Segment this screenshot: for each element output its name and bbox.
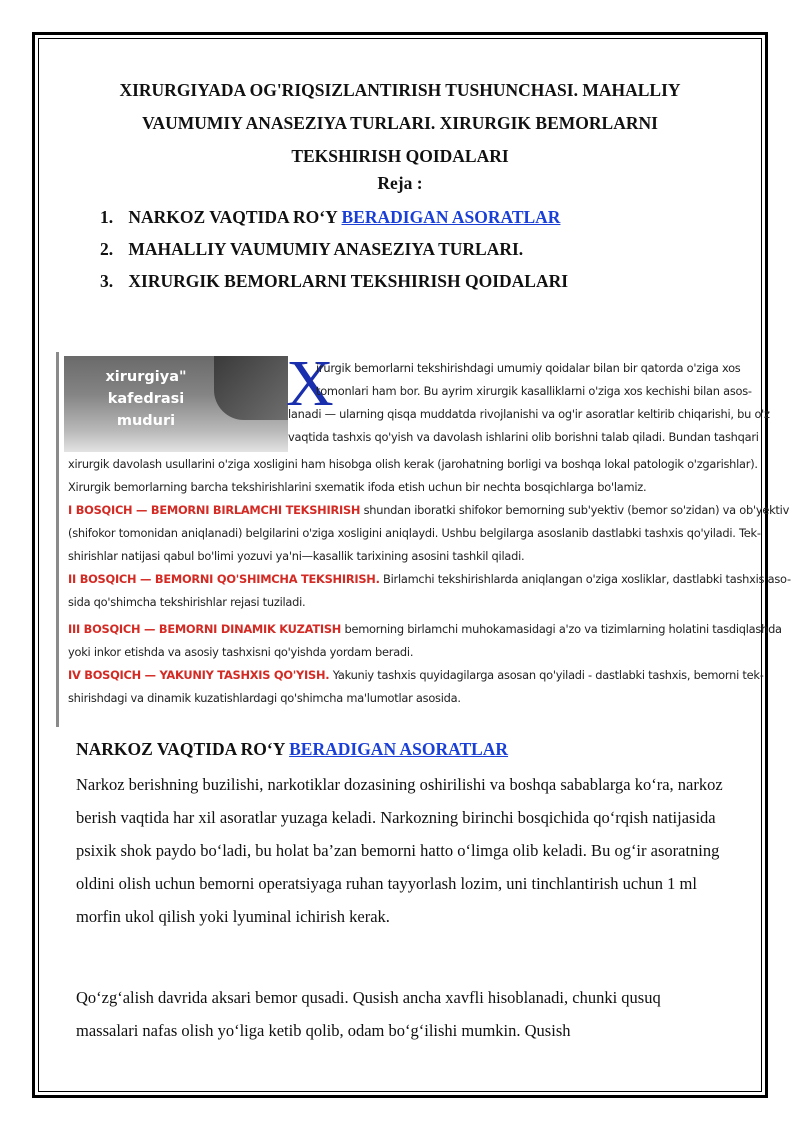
- scan-line: sida qo'shimcha tekshirishlar rejasi tuziladi.: [68, 595, 306, 609]
- title-line: XIRURGIYADA OG'RIQSIZLANTIRISH TUSHUNCHASI. MAHALLIY: [119, 80, 681, 100]
- scan-line: yoki inkor etishda va asosiy tashxisni qo'yishda yordam beradi.: [68, 645, 414, 659]
- scanned-textbook-excerpt: [56, 347, 791, 730]
- scan-line: tomonlari ham bor. Bu ayrim xirurgik kasalliklarni o'ziga xos kechishi bilan asos-: [316, 384, 752, 398]
- scan-line: II BOSQICH — BEMORNI QO'SHIMCHA TEKSHIRISH. Birlamchi tekshirishlarda aniqlangan o'ziga xosliklar, dastlabki tashxis aso-: [68, 572, 791, 586]
- scan-line: shirishdagi va dinamik kuzatishlardagi qo'shimcha ma'lumotlar asosida.: [68, 691, 461, 705]
- scan-line: shirishlar natijasi qabul bo'limi yozuvi ya'ni—kasallik tarixining asosini tashkil qiladi.: [68, 549, 525, 563]
- photo-caption-line: xirurgiya" kafedrasi: [105, 369, 187, 407]
- scan-line: vaqtida tashxis qo'yish va davolash ishlarini olib borishni talab qiladi. Bundan tashqari: [288, 430, 759, 444]
- scan-line: I BOSQICH — BEMORNI BIRLAMCHI TEKSHIRISH shundan iboratki shifokor bemorning sub'yektiv (bemor so'zidan) va ob'yektiv: [68, 503, 790, 517]
- scan-line: (shifokor tomonidan aniqlanadi) belgilarini o'ziga xosligini aniqlaydi. Ushbu belgilarga asoslanib dastlabki tashxis qo'yiladi. Tek-: [68, 526, 761, 540]
- title-line: TEKSHIRISH QOIDALARI: [291, 146, 509, 166]
- plan-item-text: XIRURGIK BEMORLARNI TEKSHIRISH QOIDALARI: [128, 271, 569, 291]
- stage-heading: IV BOSQICH — YAKUNIY TASHXIS QO'YISH.: [68, 668, 330, 682]
- section-heading: [76, 739, 508, 760]
- scan-line: III BOSQICH — BEMORNI DINAMIK KUZATISH bemorning birlamchi muhokamasidagi a'zo va tizimlarning holatini tasdiqlashda: [68, 622, 782, 636]
- plan-item-link[interactable]: BERADIGAN ASORATLAR: [341, 207, 561, 227]
- scan-edge-line: [56, 352, 59, 727]
- photo-caption: [76, 366, 216, 432]
- title-line: VAUMUMIY ANASEZIYA TURLARI. XIRURGIK BEMORLARNI: [142, 113, 658, 133]
- stage-heading: II BOSQICH — BEMORNI QO'SHIMCHA TEKSHIRISH.: [68, 572, 380, 586]
- photo-shadow: [214, 356, 288, 420]
- scan-line: irurgik bemorlarni tekshirishdagi umumiy qoidalar bilan bir qatorda o'ziga xos: [316, 361, 741, 375]
- plan-item-number: 2.: [100, 239, 114, 259]
- plan-item: [100, 238, 568, 270]
- scan-line: lanadi — ularning qisqa muddatda rivojlanishi va og'ir asoratlar keltirib chiqarishi, bu o'z: [288, 407, 770, 421]
- photo-caption-line: muduri: [116, 413, 176, 429]
- plan-item-text: MAHALLIY VAUMUMIY ANASEZIYA TURLARI.: [128, 239, 524, 259]
- stage-heading: I BOSQICH — BEMORNI BIRLAMCHI TEKSHIRISH: [68, 503, 361, 517]
- section-heading-link[interactable]: BERADIGAN ASORATLAR: [289, 739, 509, 759]
- section-heading-text: NARKOZ VAQTIDA RO‘Y: [76, 739, 290, 759]
- drop-cap-letter: X: [286, 347, 334, 420]
- scan-line: IV BOSQICH — YAKUNIY TASHXIS QO'YISH. Yakuniy tashxis quyidagilarga asosan qo'yiladi - dastlabki tashxis, bemorni tek-: [68, 668, 764, 682]
- scan-line: xirurgik davolash usullarini o'ziga xosligini ham hisobga olish kerak (jarohatning borligi va boshqa lokal patologik o'zgarishlar).: [68, 457, 758, 471]
- stage-heading: III BOSQICH — BEMORNI DINAMIK KUZATISH: [68, 622, 342, 636]
- plan-item-number: 3.: [100, 271, 114, 291]
- body-paragraph: Narkoz berishning buzilishi, narkotiklar dozasining oshirilishi va boshqa sabablarga ko‘ra, narkoz berish vaqtida har xil asoratlar yuzaga keladi. Narkozning birinchi bosqichida qo‘rqish natijasida psixik shok paydo bo‘ladi, bu holat ba’zan bemorni hatto o‘limga olib keladi. Bu og‘ir asoratning oldini olish uchun bemorni operatsiyaga ruhan tayyorlash lozim, uni tinchlantirish uchun 1 ml morfin ukol qilish yoki lyuminal ichirish kerak.: [76, 775, 723, 926]
- plan-item-text: NARKOZ VAQTIDA RO‘Y: [128, 207, 342, 227]
- body-paragraph: Qo‘zg‘alish davrida aksari bemor qusadi. Qusish ancha xavfli hisoblanadi, chunki qusuq massalari nafas olish yo‘liga ketib qolib, odam bo‘g‘ilishi mumkin. Qusish: [76, 988, 661, 1040]
- plan-item: [100, 270, 568, 302]
- author-photo: [64, 356, 288, 452]
- plan-item: [100, 206, 568, 238]
- plan-list: [100, 206, 568, 302]
- document-title: [70, 74, 730, 173]
- plan-item-number: 1.: [100, 207, 114, 227]
- plan-heading: Reja :: [377, 173, 423, 193]
- scan-line: Xirurgik bemorlarning barcha tekshirishlarini sxematik ifoda etish uchun bir nechta bosqichlarga bo'lamiz.: [68, 480, 647, 494]
